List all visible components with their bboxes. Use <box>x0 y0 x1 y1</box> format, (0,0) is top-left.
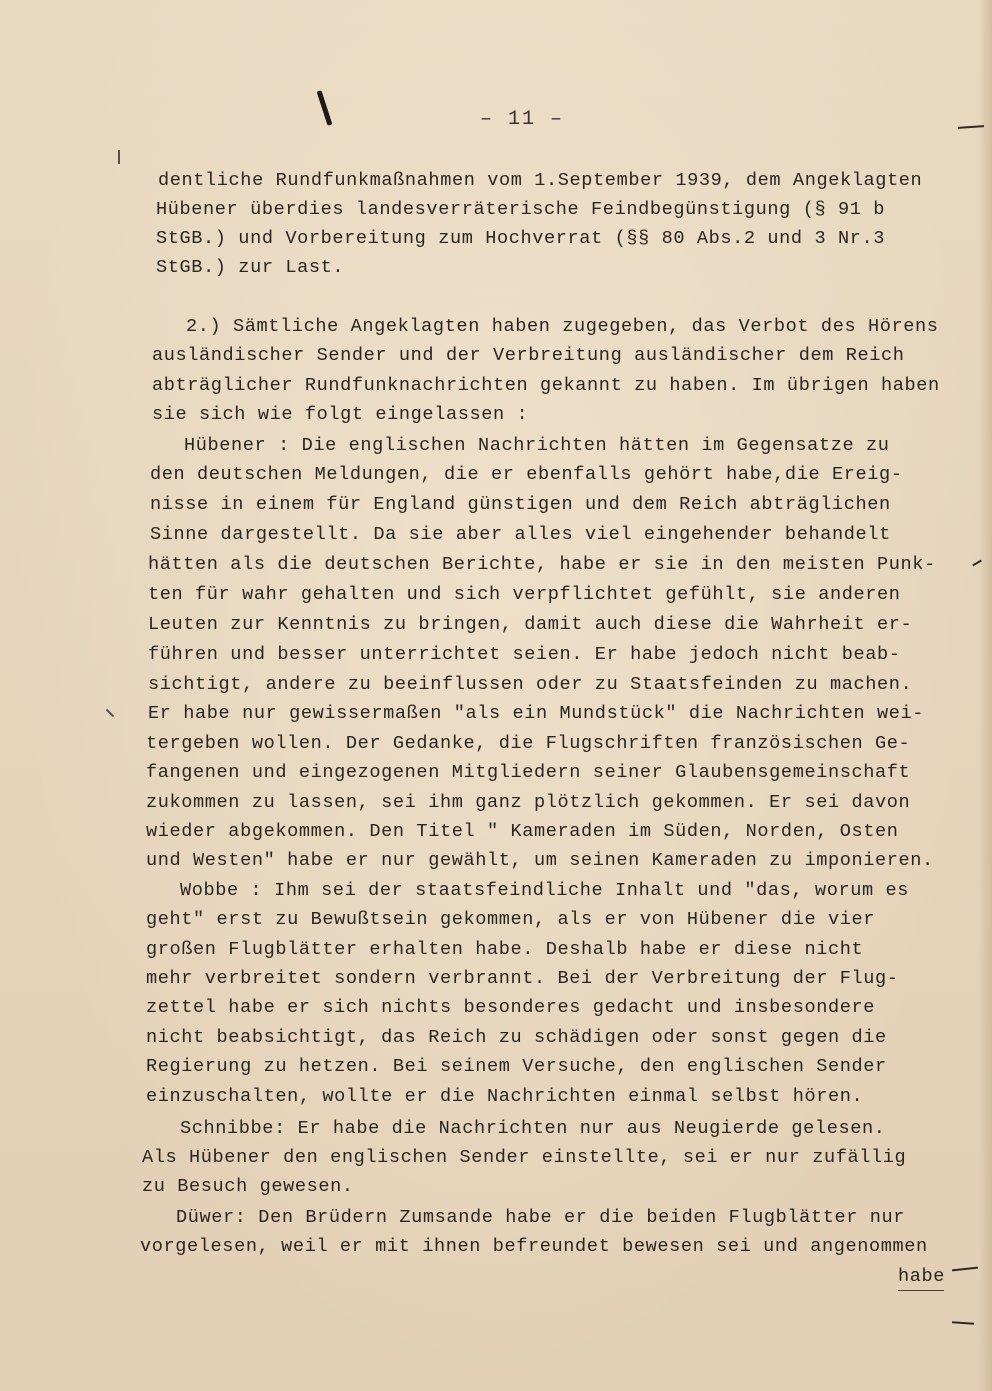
text-line: führen und besser unterrichtet seien. Er habe jedoch nicht beab- <box>148 644 901 665</box>
text-line: den deutschen Meldungen, die er ebenfalls gehört habe,die Ereig- <box>150 464 903 485</box>
text-line: StGB.) und Vorbereitung zum Hochverrat (§§ 80 Abs.2 und 3 Nr.3 <box>156 228 885 249</box>
text-line: Als Hübener den englischen Sender einstellte, sei er nur zufällig <box>142 1147 907 1168</box>
text-line: sichtigt, andere zu beeinflussen oder zu Staatsfeinden zu machen. <box>148 674 913 695</box>
text-line: zettel habe er sich nichts besonderes gedacht und insbesondere <box>146 997 875 1018</box>
catchword: habe <box>898 1266 946 1287</box>
text-line: tergeben wollen. Der Gedanke, die Flugschriften französischen Ge- <box>146 733 911 754</box>
text-line: ausländischer Sender und der Verbreitung ausländischer dem Reich <box>152 345 905 366</box>
text-line: dentliche Rundfunkmaßnahmen vom 1.September 1939, dem Angeklagten <box>158 170 923 191</box>
text-line: Regierung zu hetzen. Bei seinem Versuche, den englischen Sender <box>146 1056 887 1077</box>
text-line: wieder abgekommen. Den Titel " Kameraden im Süden, Norden, Osten <box>146 821 899 842</box>
text-line: nicht beabsichtigt, das Reich zu schädigen oder sonst gegen die <box>146 1027 887 1048</box>
text-line: Er habe nur gewissermaßen "als ein Mundstück" die Nachrichten wei- <box>148 703 925 724</box>
page-number: – 11 – <box>480 108 565 131</box>
text-line: ten für wahr gehalten und sich verpflichtet gefühlt, sie anderen <box>148 584 901 605</box>
text-line: Schnibbe: Er habe die Nachrichten nur aus Neugierde gelesen. <box>180 1118 886 1139</box>
text-line: Sinne dargestellt. Da sie aber alles viel eingehender behandelt <box>150 524 891 545</box>
text-line: vorgelesen, weil er mit ihnen befreundet bewesen sei und angenommen <box>140 1236 928 1257</box>
text-line: einzuschalten, wollte er die Nachrichten einmal selbst hören. <box>146 1086 864 1107</box>
text-line: Leuten zur Kenntnis zu bringen, damit auch diese die Wahrheit er- <box>148 614 913 635</box>
text-line: geht" erst zu Bewußtsein gekommen, als er von Hübener die vier <box>146 909 875 930</box>
text-line: nisse in einem für England günstigen und dem Reich abträglichen <box>150 494 891 515</box>
text-line: sie sich wie folgt eingelassen : <box>152 404 529 425</box>
text-line: zu Besuch gewesen. <box>142 1176 354 1197</box>
text-line: Düwer: Den Brüdern Zumsande habe er die beiden Flugblätter nur <box>176 1207 905 1228</box>
text-line: hätten als die deutschen Berichte, habe er sie in den meisten Punk- <box>148 554 936 575</box>
text-line: mehr verbreitet sondern verbrannt. Bei der Verbreitung der Flug- <box>146 968 899 989</box>
text-line: zukommen zu lassen, sei ihm ganz plötzlich gekommen. Er sei davon <box>146 792 911 813</box>
text-line: abträglicher Rundfunknachrichten gekannt zu haben. Im übrigen haben <box>152 375 940 396</box>
text-line: 2.) Sämtliche Angeklagten haben zugegeben, das Verbot des Hörens <box>186 316 939 337</box>
text-line: Hübener : Die englischen Nachrichten hätten im Gegensatze zu <box>184 435 890 456</box>
text-line: großen Flugblätter erhalten habe. Deshalb habe er diese nicht <box>146 939 864 960</box>
text-line: Wobbe : Ihm sei der staatsfeindliche Inhalt und "das, worum es <box>180 880 909 901</box>
text-line: fangenen und eingezogenen Mitgliedern seiner Glaubensgemeinschaft <box>146 762 911 783</box>
text-line: Hübener überdies landesverräterische Feindbegünstigung (§ 91 b <box>156 199 885 220</box>
text-line: und Westen" habe er nur gewählt, um seinen Kameraden zu imponieren. <box>146 850 934 871</box>
text-line: StGB.) zur Last. <box>156 257 345 278</box>
